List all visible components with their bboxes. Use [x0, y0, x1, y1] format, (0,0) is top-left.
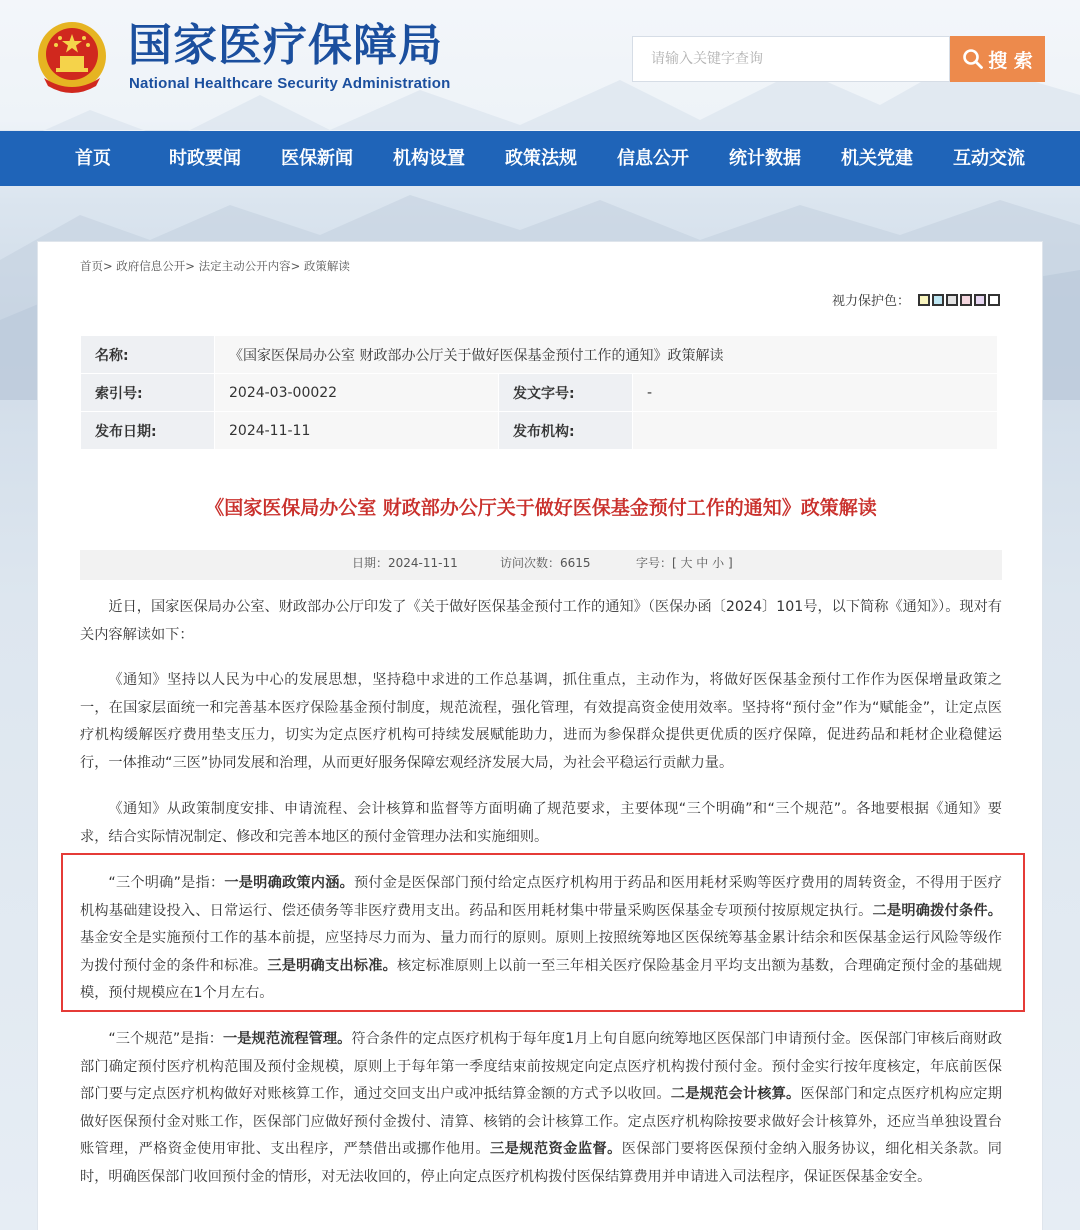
- text-run: 核定标准原则上以前一至三年相关医疗保险基金月平均支出额为基数，合理确定预付金的基础规模，预付规模应在1个月左右。: [80, 957, 1002, 1001]
- paragraph-overview: 《通知》坚持以人民为中心的发展思想，坚持稳中求进的工作总基调，抓住重点，主动作为，将做好医保基金预付工作作为医保增量政策之一，在国家层面统一和完善基本医疗保险基金预付制度，规范流程，强化管理，有效提高资金使用效率。坚持将“预付金”作为“赋能金”，让定点医疗机构缓解医疗费用垫支压力，切实为定点医疗机构可持续发展赋能助力，进而为参保群众提供更优质的医疗保障，促进药品和耗材企业稳健运行，一体推动“三医”协同发展和治理，从而更好服务保障宏观经济发展大局，为社会平稳运行贡献力量。: [80, 672, 1002, 771]
- paragraph-three-clarifications: [80, 870, 1002, 1008]
- text-run: “三个规范”是指：: [108, 1031, 224, 1047]
- font-size-switcher[interactable]: 字号：[ 大 中 小 ]: [636, 556, 733, 570]
- date-label: 发布日期:: [81, 412, 215, 450]
- color-swatch-white[interactable]: [988, 294, 1000, 306]
- main-nav: [0, 131, 1080, 186]
- article-meta: [80, 550, 1002, 580]
- document-info-table: [80, 335, 998, 450]
- bold-heading: 二是明确拨付条件。: [872, 902, 1002, 919]
- article-date: 日期：2024-11-11: [352, 556, 458, 570]
- paragraph-intro: 近日，国家医保局办公室、财政部办公厅印发了《关于做好医保基金预付工作的通知》（医保办函〔2024〕101号，以下简称《通知》）。现对有关内容解读如下：: [80, 599, 1002, 643]
- breadcrumb-current[interactable]: 政策解读: [303, 259, 350, 273]
- text-run: 医保部门和定点医疗机构应定期做好医保预付金对账工作，医保部门应做好预付金拨付、清算、核销的会计核算工作。定点医疗机构除按要求做好会计核算外，还应当单独设置台账管理，严格资金使用审批、支出程序，严禁借出或挪作他用。: [80, 1086, 1002, 1157]
- eye-protection-label: 视力保护色：: [831, 294, 910, 309]
- name-value: 《国家医保局办公室 财政部办公厅关于做好医保基金预付工作的通知》政策解读: [215, 336, 998, 374]
- search-button[interactable]: [950, 36, 1045, 82]
- site-header: [0, 0, 1080, 130]
- color-swatch-yellow[interactable]: [918, 294, 930, 306]
- search-button-label: 搜 索: [988, 49, 1033, 72]
- bold-heading: 一是明确政策内涵。: [224, 875, 354, 891]
- search-icon: [962, 48, 984, 70]
- site-logo-subtitle: National Healthcare Security Administration: [129, 75, 451, 92]
- text-run: “三个明确”是指：: [108, 875, 225, 891]
- site-logo-title[interactable]: 国家医疗保障局: [128, 20, 443, 71]
- docno-label: 发文字号:: [499, 374, 633, 412]
- index-label: 索引号:: [81, 374, 215, 412]
- national-emblem-icon: [34, 18, 110, 96]
- breadcrumb-home[interactable]: 首页>: [80, 259, 113, 273]
- search-input[interactable]: [632, 36, 950, 82]
- nav-item-home[interactable]: 首页: [75, 148, 111, 169]
- text-run: 预付金是医保部门预付给定点医疗机构用于药品和医用耗材采购等医疗费用的周转资金，不得用于医疗机构基础建设投入、日常运行、偿还债务等非医疗费用支出。药品和医用耗材集中带量采购医保基金专项预付按原规定执行。: [80, 875, 1002, 919]
- paragraph-three-standards: [80, 1026, 1002, 1191]
- color-swatch-gray[interactable]: [946, 294, 958, 306]
- text-run: 符合条件的定点医疗机构于每年度1月上旬自愿向统筹地区医保部门申请预付金。医保部门审核后商财政部门确定预付医疗机构范围及预付金规模，原则上于每年第一季度结束前按规定向定点医疗机构拨付预付金。预付金实行按年度核定，年底前医保部门要与定点医疗机构做好对账核算工作，通过交回支出户或冲抵结算金额的方式予以收回。: [80, 1031, 1003, 1102]
- article-title: 《国家医保局办公室 财政部办公厅关于做好医保基金预付工作的通知》政策解读: [205, 497, 877, 519]
- paragraph-requirements: 《通知》从政策制度安排、申请流程、会计核算和监督等方面明确了规范要求，主要体现“三个明确”和“三个规范”。各地要根据《通知》要求，结合实际情况制定、修改和完善本地区的预付金管理办法和实施细则。: [80, 801, 1002, 845]
- text-run: 基金安全是实施预付工作的基本前提，应坚持尽力而为、量力而行的原则。原则上按照统筹地区医保统筹基金累计结余和医保基金运行风险等级作为拨付预付金的条件和标准。: [80, 930, 1002, 974]
- org-label: 发布机构:: [499, 412, 633, 450]
- docno-value: -: [633, 374, 998, 412]
- nav-item-interaction[interactable]: 互动交流: [953, 148, 1025, 169]
- bold-heading: 三是规范资金监督。: [489, 1141, 622, 1157]
- date-value: 2024-11-11: [215, 412, 499, 450]
- nav-item-organization[interactable]: 机构设置: [393, 148, 465, 169]
- eye-protection-colors: [832, 290, 1000, 309]
- nav-item-statistics[interactable]: 统计数据: [729, 148, 801, 169]
- nav-item-politics-news[interactable]: 时政要闻: [169, 148, 241, 169]
- content-panel: [37, 241, 1043, 1230]
- bold-heading: 三是明确支出标准。: [267, 957, 398, 974]
- bold-heading: 二是规范会计核算。: [670, 1086, 801, 1102]
- bold-heading: 一是规范流程管理。: [223, 1031, 352, 1047]
- nav-item-policy[interactable]: 政策法规: [505, 148, 577, 169]
- color-swatch-purple[interactable]: [974, 294, 986, 306]
- breadcrumb-info-disclosure[interactable]: 政府信息公开>: [116, 259, 195, 273]
- org-value: [633, 412, 998, 450]
- nav-item-info-disclosure[interactable]: 信息公开: [617, 148, 689, 169]
- nav-item-healthcare-news[interactable]: 医保新闻: [281, 148, 353, 169]
- color-swatch-blue[interactable]: [932, 294, 944, 306]
- article-visits: 访问次数：6615: [500, 556, 591, 570]
- index-value: 2024-03-00022: [215, 374, 499, 412]
- nav-item-party-building[interactable]: 机关党建: [841, 148, 913, 169]
- name-label: 名称:: [81, 336, 215, 374]
- text-run: 医保部门要将医保预付金纳入服务协议，细化相关条款。同时，明确医保部门收回预付金的情形，对无法收回的，停止向定点医疗机构拨付医保结算费用并申请进入司法程序，保证医保基金安全。: [80, 1141, 1002, 1185]
- breadcrumb-legal-content[interactable]: 法定主动公开内容>: [198, 259, 301, 273]
- color-swatch-pink[interactable]: [960, 294, 972, 306]
- breadcrumb: [80, 258, 350, 274]
